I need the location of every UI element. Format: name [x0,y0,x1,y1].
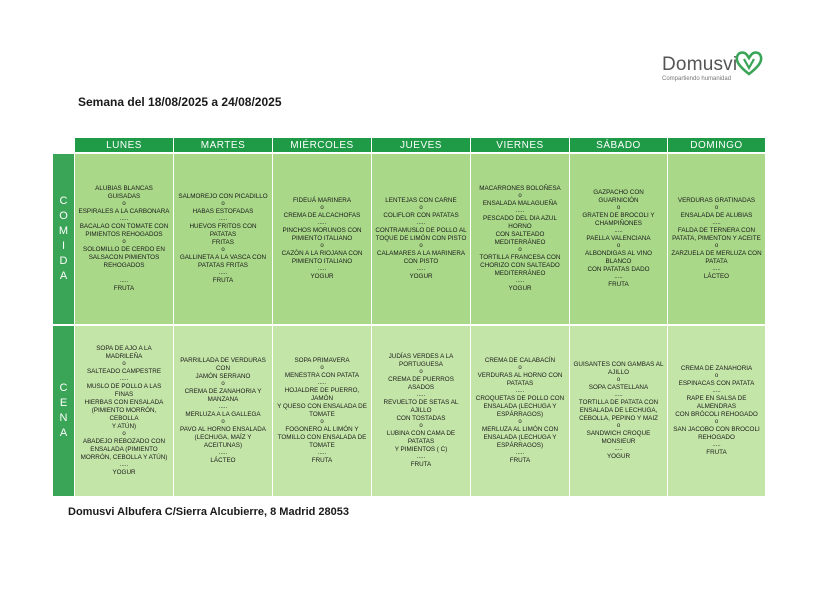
menu-dish: CEBOLLA, PEPINO Y MAIZ [579,415,658,422]
menu-dish: ZARZUELA DE MERLUZA CON [671,250,762,257]
menu-cell-comida [668,154,765,324]
menu-dish: FRUTA [509,457,531,464]
menu-dish: PIMIENTO ITALIANO [291,235,353,242]
menu-dish: CREMA DE CALABACÍN [484,357,556,364]
menu-separator: o [221,419,225,425]
menu-dish: SANDWICH CROQUE [586,430,651,437]
menu-dish: GAZPACHO CON GUARNICIÓN [593,189,644,204]
menu-separator: ..... [614,392,623,398]
menu-dish: ENSALADA DE ALUBIAS [680,212,753,219]
menu-dish: BACALAO CON TOMATE CON [79,223,169,230]
menu-separator: o [518,365,522,371]
meal-label-letter: A [59,270,68,282]
menu-dish: CONTRAMUSLO DE POLLO AL [375,227,467,234]
day-header: SÁBADO [570,138,667,152]
menu-dish: CON BRÓCOLI REHOGADO [675,411,758,418]
menu-dish: REHOGADOS [103,262,145,269]
menu-cell-comida [372,154,470,324]
menu-dish: GALLINETA A LA VASCA CON [179,254,267,261]
menu-separator: ..... [416,266,426,272]
menu-dish: CALAMARES A LA MARINERA [376,250,466,257]
menu-dish: FRUTA [311,457,333,464]
day-header: JUEVES [372,138,470,152]
menu-dish: LÁCTEO [703,273,730,280]
menu-dish: JAMÓN SERRANO [195,373,251,380]
menu-separator: ..... [317,266,327,272]
menu-separator: o [122,361,126,367]
meal-label-letter: N [59,412,68,424]
meal-label-letter: O [59,210,68,222]
menu-separator: o [122,239,126,245]
week-title: Semana del 18/08/2025 a 24/08/2025 [78,95,282,109]
menu-dish: SAN JACOBO CON BROCOLI [673,426,760,433]
menu-separator: ..... [515,278,525,284]
menu-dish: CON PISTO [403,258,439,265]
menu-separator: ..... [614,446,623,452]
menu-dish: SOPA PRIMAVERA [294,357,350,364]
menu-separator: o [518,247,522,253]
menu-separator: ..... [712,266,721,272]
menu-dish: (LECHUGA, MAÍZ Y ACEITUNAS) [194,434,252,449]
menu-separator: o [714,243,719,249]
menu-cell-cena [174,326,272,496]
menu-dish: FALDA DE TERNERA CON [677,227,756,234]
menu-dish: REHOGADO [698,434,735,441]
menu-dish: JUDÍAS VERDES A LA [388,353,454,360]
menu-separator: ..... [317,380,327,386]
brand-wordmark: Domusvi [662,54,738,75]
menu-dish: PORTUGUESA [399,361,443,368]
menu-dish: ALBONDIGAS AL VINO BLANCO [585,250,652,265]
menu-separator: o [616,423,621,429]
day-header: VIERNES [471,138,569,152]
menu-dish: MORRÓN, CEBOLLA Y ATÚN) [80,454,168,461]
menu-separator: o [419,205,423,211]
menu-dish: SALSACON PIMIENTOS [88,254,160,261]
menu-dish: ESPIRALES A LA CARBONARA [78,208,170,215]
menu-dish: TOMILLO CON ENSALADA DE [277,434,367,441]
menu-dish: PARRILLADA DE VERDURAS CON [180,357,266,372]
menu-separator: ..... [416,392,426,398]
menu-separator: ..... [712,388,721,394]
menu-separator: o [419,243,423,249]
menu-separator: o [518,193,522,199]
menu-dish: MEDITERRÁNEO [494,270,546,277]
meal-label-letter: E [59,397,68,409]
menu-separator: ..... [317,220,327,226]
meal-label-letter: C [59,195,68,207]
menu-dish: YOGUR [606,453,631,460]
day-header: MARTES [174,138,272,152]
menu-dish: TOMATE [309,411,335,418]
menu-dish: CREMA DE PUERROS ASADOS [388,376,454,391]
menu-dish: PIMIENTOS REHOGADOS [85,231,163,238]
menu-cell-cena [668,326,765,496]
meal-label-letter: I [61,240,66,252]
meal-label-letter: M [58,225,69,237]
menu-dish: MERLUZA AL LIMÓN CON [481,426,559,433]
menu-separator: o [320,243,324,249]
menu-separator: ..... [218,450,228,456]
menu-dish: SOPA DE AJO A LA MADRILEÑA [96,345,152,360]
menu-dish: YOGUR [310,273,334,280]
menu-dish: HABAS ESTOFADAS [192,208,254,215]
menu-dish: FRUTA [113,285,135,292]
menu-dish: CON SALTEADO [495,231,545,238]
menu-dish: ALUBIAS BLANCAS GUISADAS [95,185,153,200]
menu-separator: ..... [416,220,426,226]
day-header: DOMINGO [668,138,765,152]
menu-separator: o [320,205,324,211]
menu-dish: FRUTA [212,277,234,284]
menu-dish: SALMOREJO CON PICADILLO [178,193,268,200]
menu-dish: HIERBAS CON ENSALADA [84,399,164,406]
menu-dish: PESCADO DEL DIA AZUL HORNO [483,215,557,230]
menu-separator: o [714,373,719,379]
menu-cell-comida [174,154,272,324]
menu-cell-comida [75,154,173,324]
menu-separator: ..... [317,450,327,456]
footer-address: Domusvi Albufera C/Sierra Alcubierre, 8 Madrid 28053 [68,506,350,518]
menu-dish: (PIMIENTO MORRÓN, CEBOLLA [91,407,157,422]
menu-dish: FIDEUÁ MARINERA [292,197,352,204]
menu-separator: o [518,419,522,425]
menu-dish: TORTILLA DE PATATA CON [578,399,659,406]
menu-cell-cena [372,326,470,496]
menu-dish: CON PATATAS DADO [587,266,650,273]
menu-dish: ENSALADA (LECHUGA Y [483,434,557,441]
menu-dish: FRITAS [212,239,234,246]
menu-separator: o [616,377,621,383]
menu-dish: TOMATE [309,442,335,449]
menu-separator: ..... [712,442,721,448]
menu-dish: RAPE EN SALSA DE ALMENDRAS [686,395,747,410]
menu-separator: o [221,381,225,387]
menu-cell-cena [471,326,569,496]
menu-separator: o [221,201,225,207]
menu-dish: MENESTRA CON PATATA [284,372,360,379]
meal-label-letter: A [59,427,68,439]
menu-dish: ENSALADA DE LECHUGA, [579,407,658,414]
menu-separator: ..... [218,404,228,410]
menu-dish: MERLUZA A LA GALLEGA [185,411,261,418]
menu-dish: LÁCTEO [210,457,236,464]
menu-dish: PATATAS [506,380,534,387]
menu-dish: FOGONERO AL LIMÓN Y [285,426,359,433]
menu-dish: LUBINA CON CAMA DE PATATAS [386,430,456,445]
menu-dish: SOLOMILLO DE CERDO EN [83,246,165,253]
menu-dish: TOQUE DE LIMÓN CON PISTO [375,235,467,242]
menu-dish: CREMA DE ZANAHORIA Y [184,388,262,395]
menu-dish: PAELLA VALENCIANA [586,235,651,242]
menu-dish: Y QUESO CON ENSALADA DE [277,403,367,410]
menu-separator: ..... [119,278,129,284]
menu-separator: o [616,205,621,211]
meal-label-letter: D [59,255,68,267]
menu-dish: PATATA, PIMENTON Y ACEITE [672,235,761,242]
menu-dish: ENSALADA (PIMIENTO [90,446,158,453]
menu-separator: ..... [515,450,525,456]
menu-dish: GRATEN DE BROCOLI Y [582,212,655,219]
menu-dish: FRUTA [706,449,727,456]
menu-dish: FRUTA [410,461,432,468]
menu-dish: ESPÁRRAGOS) [496,442,544,449]
menu-separator: ..... [218,270,228,276]
menu-separator: ..... [119,376,129,382]
menu-dish: CHORIZO CON SALTEADO [480,262,560,269]
menu-dish: PAVO AL HORNO ENSALADA [180,426,266,433]
menu-dish: LENTEJAS CON CARNE [385,197,457,204]
menu-separator: ..... [515,208,525,214]
menu-dish: AJILLO [608,369,629,376]
menu-separator: o [122,201,126,207]
brand-tagline: Compartiendo humanidad [662,76,732,82]
menu-dish: TORTILLA FRANCESA CON [479,254,561,261]
menu-cell-cena [75,326,173,496]
menu-dish: MACARRONES BOLOÑESA [479,185,561,192]
menu-dish: COLIFLOR CON PATATAS [383,212,459,219]
menu-separator: ..... [614,228,623,234]
menu-dish: VERDURAS AL HORNO CON [477,372,563,379]
menu-separator: o [320,419,324,425]
menu-separator: ..... [218,216,228,222]
menu-dish: MONSIEUR [601,438,636,445]
day-header: MIÉRCOLES [273,138,371,152]
menu-dish: CAZÓN A LA RIOJANA CON [281,250,363,257]
meal-label-comida [53,154,74,324]
menu-separator: o [221,247,225,253]
menu-dish: CROQUETAS DE POLLO CON [475,395,565,402]
weekly-menu-table [53,138,765,496]
menu-separator: o [616,243,621,249]
menu-separator: ..... [712,220,721,226]
menu-separator: o [419,369,423,375]
menu-dish: MUSLO DE POLLO A LAS FINAS [86,383,162,398]
menu-dish: YOGUR [508,285,532,292]
menu-dish: VERDURAS GRATINADAS [677,197,756,204]
menu-dish: MANZANA [207,396,239,403]
menu-separator: ..... [119,216,129,222]
menu-dish: GUISANTES CON GAMBAS AL [573,361,664,368]
menu-dish: REVUELTO DE SETAS AL AJILLO [383,399,459,414]
menu-dish: PIMIENTO ITALIANO [291,258,353,265]
menu-separator: o [122,431,126,437]
menu-separator: ..... [416,454,426,460]
menu-dish: FRUTA [608,281,629,288]
brand-logo [662,50,772,90]
menu-dish: YOGUR [112,469,136,476]
menu-dish: PATATAS FRITAS [197,262,249,269]
menu-separator: o [419,423,423,429]
menu-dish: ESPÁRRAGOS) [496,411,544,418]
menu-dish: PINCHOS MORUNOS CON [282,227,362,234]
menu-separator: o [714,419,719,425]
menu-cell-comida [471,154,569,324]
menu-dish: ENSALADA (LECHUGA Y [483,403,557,410]
menu-dish: HUEVOS FRITOS CON PATATAS [189,223,257,238]
meal-label-letter: C [59,382,68,394]
menu-dish: YOGUR [409,273,433,280]
menu-separator: o [714,205,719,211]
day-header: LUNES [75,138,173,152]
menu-dish: ESPINACAS CON PATATA [678,380,755,387]
menu-dish: MEDITERRÁNEO [494,239,546,246]
meal-label-cena [53,326,74,496]
menu-separator: ..... [515,388,525,394]
menu-dish: ENSALADA MALAGUEÑA [482,200,558,207]
menu-dish: ABADEJO REBOZADO CON [82,438,166,445]
menu-cell-comida [273,154,371,324]
brand-heart-icon [734,50,764,76]
menu-dish: CHAMPIÑONES [595,220,642,227]
menu-dish: SALTEADO CAMPESTRE [86,368,162,375]
menu-separator: ..... [119,462,129,468]
menu-cell-cena [570,326,667,496]
menu-dish: SOPA CASTELLANA [588,384,649,391]
menu-dish: PATATA [705,258,728,265]
table-corner [53,138,74,152]
menu-separator: ..... [614,274,623,280]
menu-dish: CREMA DE ZANAHORIA [680,365,753,372]
menu-dish: Y ATÚN) [111,423,137,430]
menu-dish: Y PIMIENTOS ( C) [394,446,448,453]
menu-dish: HOJALDRE DE PUERRO, JAMÓN [284,387,360,402]
menu-dish: CON TOSTADAS [396,415,446,422]
menu-cell-comida [570,154,667,324]
menu-dish: CREMA DE ALCACHOFAS [283,212,361,219]
menu-cell-cena [273,326,371,496]
menu-separator: o [320,365,324,371]
